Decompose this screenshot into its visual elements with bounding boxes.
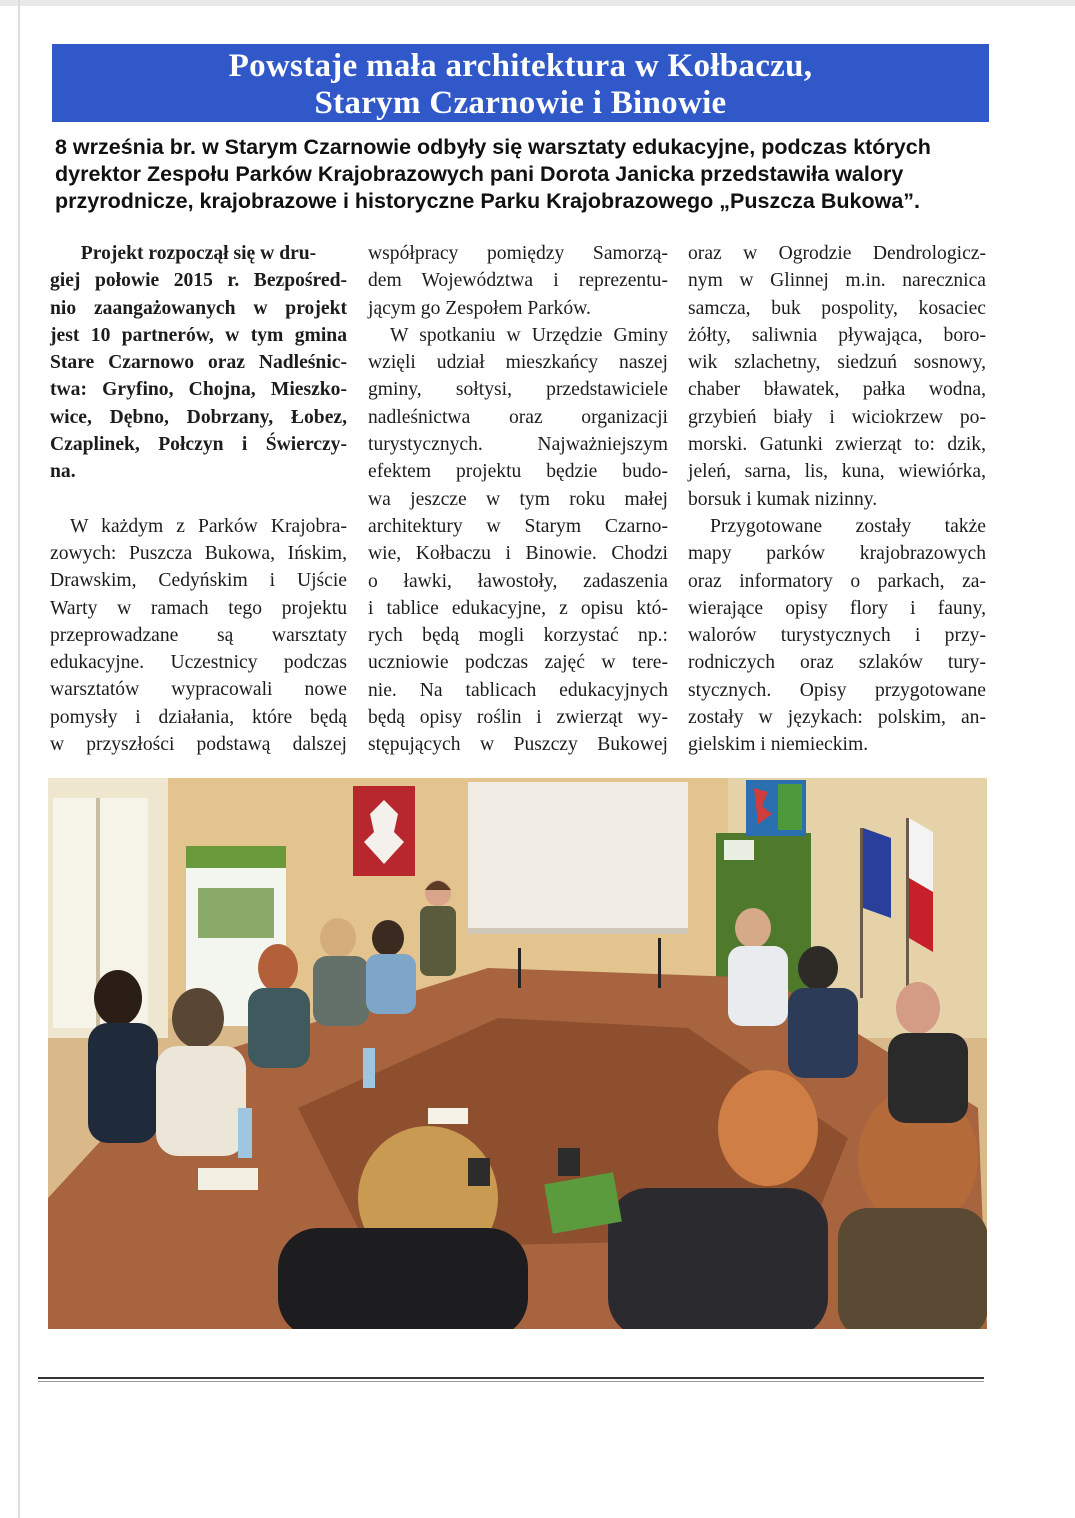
text-line: efektem projektu będzie budo-: [368, 461, 668, 483]
text-line: stępujących w Puszczy Bukowej: [368, 734, 668, 756]
text-line: wik szlachetny, siedzuń sosnowy,: [688, 352, 986, 374]
lead-line: 8 września br. w Starym Czarnowie odbyły się warsztaty edukacyjne, podczas których: [55, 135, 931, 159]
text-line: giej połowie 2015 r. Bezpośred-: [50, 270, 347, 292]
text-line: Warty w ramach tego projektu: [50, 597, 347, 619]
text-line: nadleśnictwa oraz organizacji: [368, 406, 668, 428]
text-line: turystycznych. Najważniejszym: [368, 434, 668, 456]
workshop-photo-illustration: [48, 778, 987, 1329]
text-column-3: [688, 240, 986, 759]
text-line: oraz w Ogrodzie Dendrologicz-: [688, 243, 986, 264]
text-line: stycznych. Opisy przygotowane: [688, 679, 986, 701]
text-line: rych będą mogli korzystać np.:: [368, 625, 668, 647]
text-line: chaber bławatek, pałka wodna,: [688, 379, 986, 401]
text-column-2: [368, 240, 668, 759]
text-line: wzięli udział mieszkańcy naszej: [368, 352, 668, 374]
text-line: wierające opisy flory i fauny,: [688, 597, 986, 619]
text-line: uczniowie podczas zajęć w tere-: [368, 652, 668, 674]
text-line: gielskim i niemieckim.: [688, 734, 869, 756]
text-line: Projekt rozpoczął się w dru-: [80, 243, 317, 264]
text-line: oraz informatory o parkach, za-: [688, 570, 986, 592]
text-line: nio zaangażowanych w projekt: [50, 297, 347, 319]
scan-edge: [0, 0, 1075, 6]
text-line: pomysły i działania, które będą: [50, 706, 347, 728]
text-line: gminy, sołtysi, przedstawiciele: [368, 379, 668, 401]
text-line: w przyszłości podstawą dalszej: [50, 734, 347, 756]
lead-line: przyrodnicze, krajobrazowe i historyczne Parku Krajobrazowego „Puszcza Bukowa”.: [55, 189, 921, 213]
text-line: nie. Na tablicach edukacyjnych: [368, 679, 668, 701]
text-line: jest 10 partnerów, w tym gmina: [50, 324, 347, 346]
article-lead: [55, 134, 995, 215]
text-line: walorów turystycznych i przy-: [688, 625, 986, 647]
text-line: W spotkaniu w Urzędzie Gminy: [390, 324, 668, 346]
text-line: jeleń, sarna, lis, kuna, wiewiórka,: [688, 461, 986, 483]
title-line-2: Starym Czarnowie i Binowie: [314, 85, 727, 121]
text-line: Czaplinek, Połczyn i Świerczy-: [50, 434, 347, 456]
text-line: na.: [50, 461, 76, 483]
text-line: W każdym z Parków Krajobra-: [70, 515, 347, 537]
title-line-1: Powstaje mała architektura w Kołbaczu,: [228, 48, 813, 84]
text-line: edukacyjne. Uczestnicy podczas: [50, 652, 347, 674]
scan-edge-left: [18, 0, 20, 1518]
text-line: zostały w językach: polskim, an-: [688, 707, 986, 729]
text-column-1: [50, 240, 347, 758]
text-line: dem Województwa i reprezentu-: [368, 270, 668, 292]
text-line: warsztatów wypracowali nowe: [50, 679, 347, 701]
text-line: jącym go Zespołem Parków.: [368, 297, 591, 319]
text-line: samcza, buk pospolity, kosaciec: [688, 297, 986, 319]
text-line: architektury w Starym Czarno-: [368, 515, 668, 537]
lead-line: dyrektor Zespołu Parków Krajobrazowych pani Dorota Janicka przedstawiła walory: [55, 162, 904, 186]
text-line: o ławki, ławostoły, zadaszenia: [368, 570, 668, 592]
text-line: wice, Dębno, Dobrzany, Łobez,: [50, 406, 347, 428]
text-line: będą opisy roślin i zwierząt wy-: [368, 707, 668, 729]
text-line: przeprowadzane są warsztaty: [50, 624, 347, 646]
article-title: [52, 44, 989, 122]
text-line: współpracy pomiędzy Samorzą-: [368, 243, 668, 264]
text-line: grzybień biały i wiciokrzew po-: [688, 406, 986, 428]
bottom-rule: [38, 1377, 984, 1379]
text-line: Stare Czarnowo oraz Nadleśnic-: [50, 352, 347, 374]
text-line: żółty, saliwnia pływająca, boro-: [688, 324, 986, 346]
text-line: Drawskim, Cedyńskim i Ujście: [50, 570, 347, 592]
text-line: Przygotowane zostały także: [710, 515, 986, 537]
text-line: morski. Gatunki zwierząt to: dzik,: [688, 434, 986, 456]
paragraph-gap: [50, 486, 347, 513]
workshop-photo: [48, 778, 987, 1329]
text-line: wa jeszcze w tym roku małej: [368, 488, 668, 510]
text-line: twa: Gryfino, Chojna, Mieszko-: [50, 379, 347, 401]
text-line: borsuk i kumak nizinny.: [688, 488, 878, 510]
text-line: zowych: Puszcza Bukowa, Ińskim,: [50, 542, 347, 564]
text-line: nym w Glinnej m.in. narecznica: [688, 270, 986, 292]
text-line: mapy parków krajobrazowych: [688, 543, 986, 565]
text-line: i tablice edukacyjne, z opisu któ-: [368, 597, 668, 619]
text-line: wie, Kołbaczu i Binowie. Chodzi: [368, 543, 668, 565]
bottom-rule-thin: [38, 1381, 984, 1382]
text-line: rodniczych oraz szlaków tury-: [688, 652, 986, 674]
